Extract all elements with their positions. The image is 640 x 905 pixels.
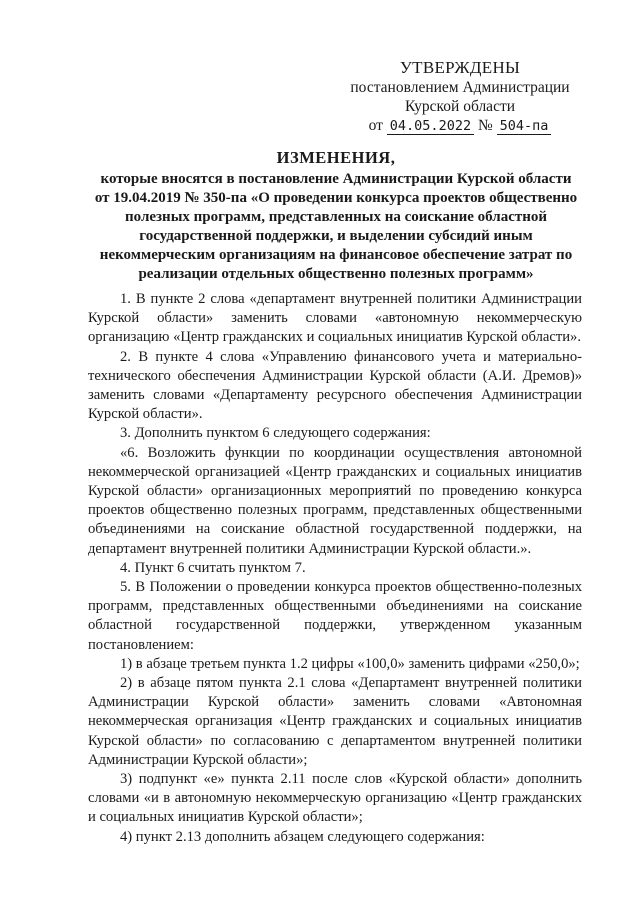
paragraph-8: 2) в абзаце пятом пункта 2.1 слова «Департамент внутренней политики Администрации Курской области» заменить словами «Автономная некоммерческая организация «Центр гражданских и социальных инициатив Курской области» по согласованию с департаментом внутренней политики Администрации Курской области»; [88,675,582,768]
paragraph-10: 4) пункт 2.13 дополнить абзацем следующего содержания: [120,828,485,845]
approval-title: УТВЕРЖДЕНЫ [399,58,521,77]
paragraph-4: «6. Возложить функции по координации осуществления автономной некоммерческой организацией «Центр гражданских и социальных инициатив Курской области» организационных мероприятий по проведению конкурса проектов общественно полезных программ, представленных общественными объединениями на соискание областной государственной поддержки, на департамент внутренней политики Администрации Курской области.». [88,444,582,557]
approval-date-line [345,116,575,136]
approval-stamp [345,58,575,136]
heading-line: полезных программ, представленных на соискание областной [125,209,547,225]
paragraph-1: 1. В пункте 2 слова «департамент внутренней политики Администрации Курской области» заменить словами «автономную некоммерческую организацию «Центр гражданских и социальных инициатив Курской области». [88,291,582,346]
heading-line: которые вносятся в постановление Администрации Курской области [100,171,572,187]
number-label: № [477,117,493,134]
heading-line: некоммерческим организациям на финансовое обеспечение затрат по [99,247,573,263]
approval-date: 04.05.2022 [387,118,474,135]
heading-line: реализации отдельных общественно полезных программ» [138,266,534,282]
paragraph-3: 3. Дополнить пунктом 6 следующего содержания: [120,425,431,442]
approval-number: 504-па [497,118,552,135]
document-body [88,290,582,847]
approval-line-1: постановлением Администрации [350,79,570,96]
from-label: от [368,117,383,134]
heading-title: ИЗМЕНЕНИЯ, [276,148,396,167]
paragraph-6: 5. В Положении о проведении конкурса проектов общественно-полезных программ, представленных общественными объединениями на соискание областной государственной поддержки, утвержденном указанным постановлением: [88,579,582,653]
paragraph-2: 2. В пункте 4 слова «Управлению финансового учета и материально-технического обеспечения Администрации Курской области (А.И. Дремов)» заменить словами «Департаменту ресурсного обеспечения Администрации Курской области». [88,348,582,423]
heading-line: от 19.04.2019 № 350-па «О проведении конкурса проектов общественно [94,190,578,206]
paragraph-5: 4. Пункт 6 считать пунктом 7. [120,559,306,576]
approval-line-2: Курской области [404,98,516,115]
document-heading [86,148,586,284]
paragraph-9: 3) подпункт «е» пункта 2.11 после слов «Курской области» дополнить словами «и в автономную некоммерческую организацию «Центр гражданских и социальных инициатив Курской области»; [88,771,582,826]
paragraph-7: 1) в абзаце третьем пункта 1.2 цифры «100,0» заменить цифрами «250,0»; [120,655,580,672]
heading-line: государственной поддержки, и выделении субсидий иным [139,228,533,244]
